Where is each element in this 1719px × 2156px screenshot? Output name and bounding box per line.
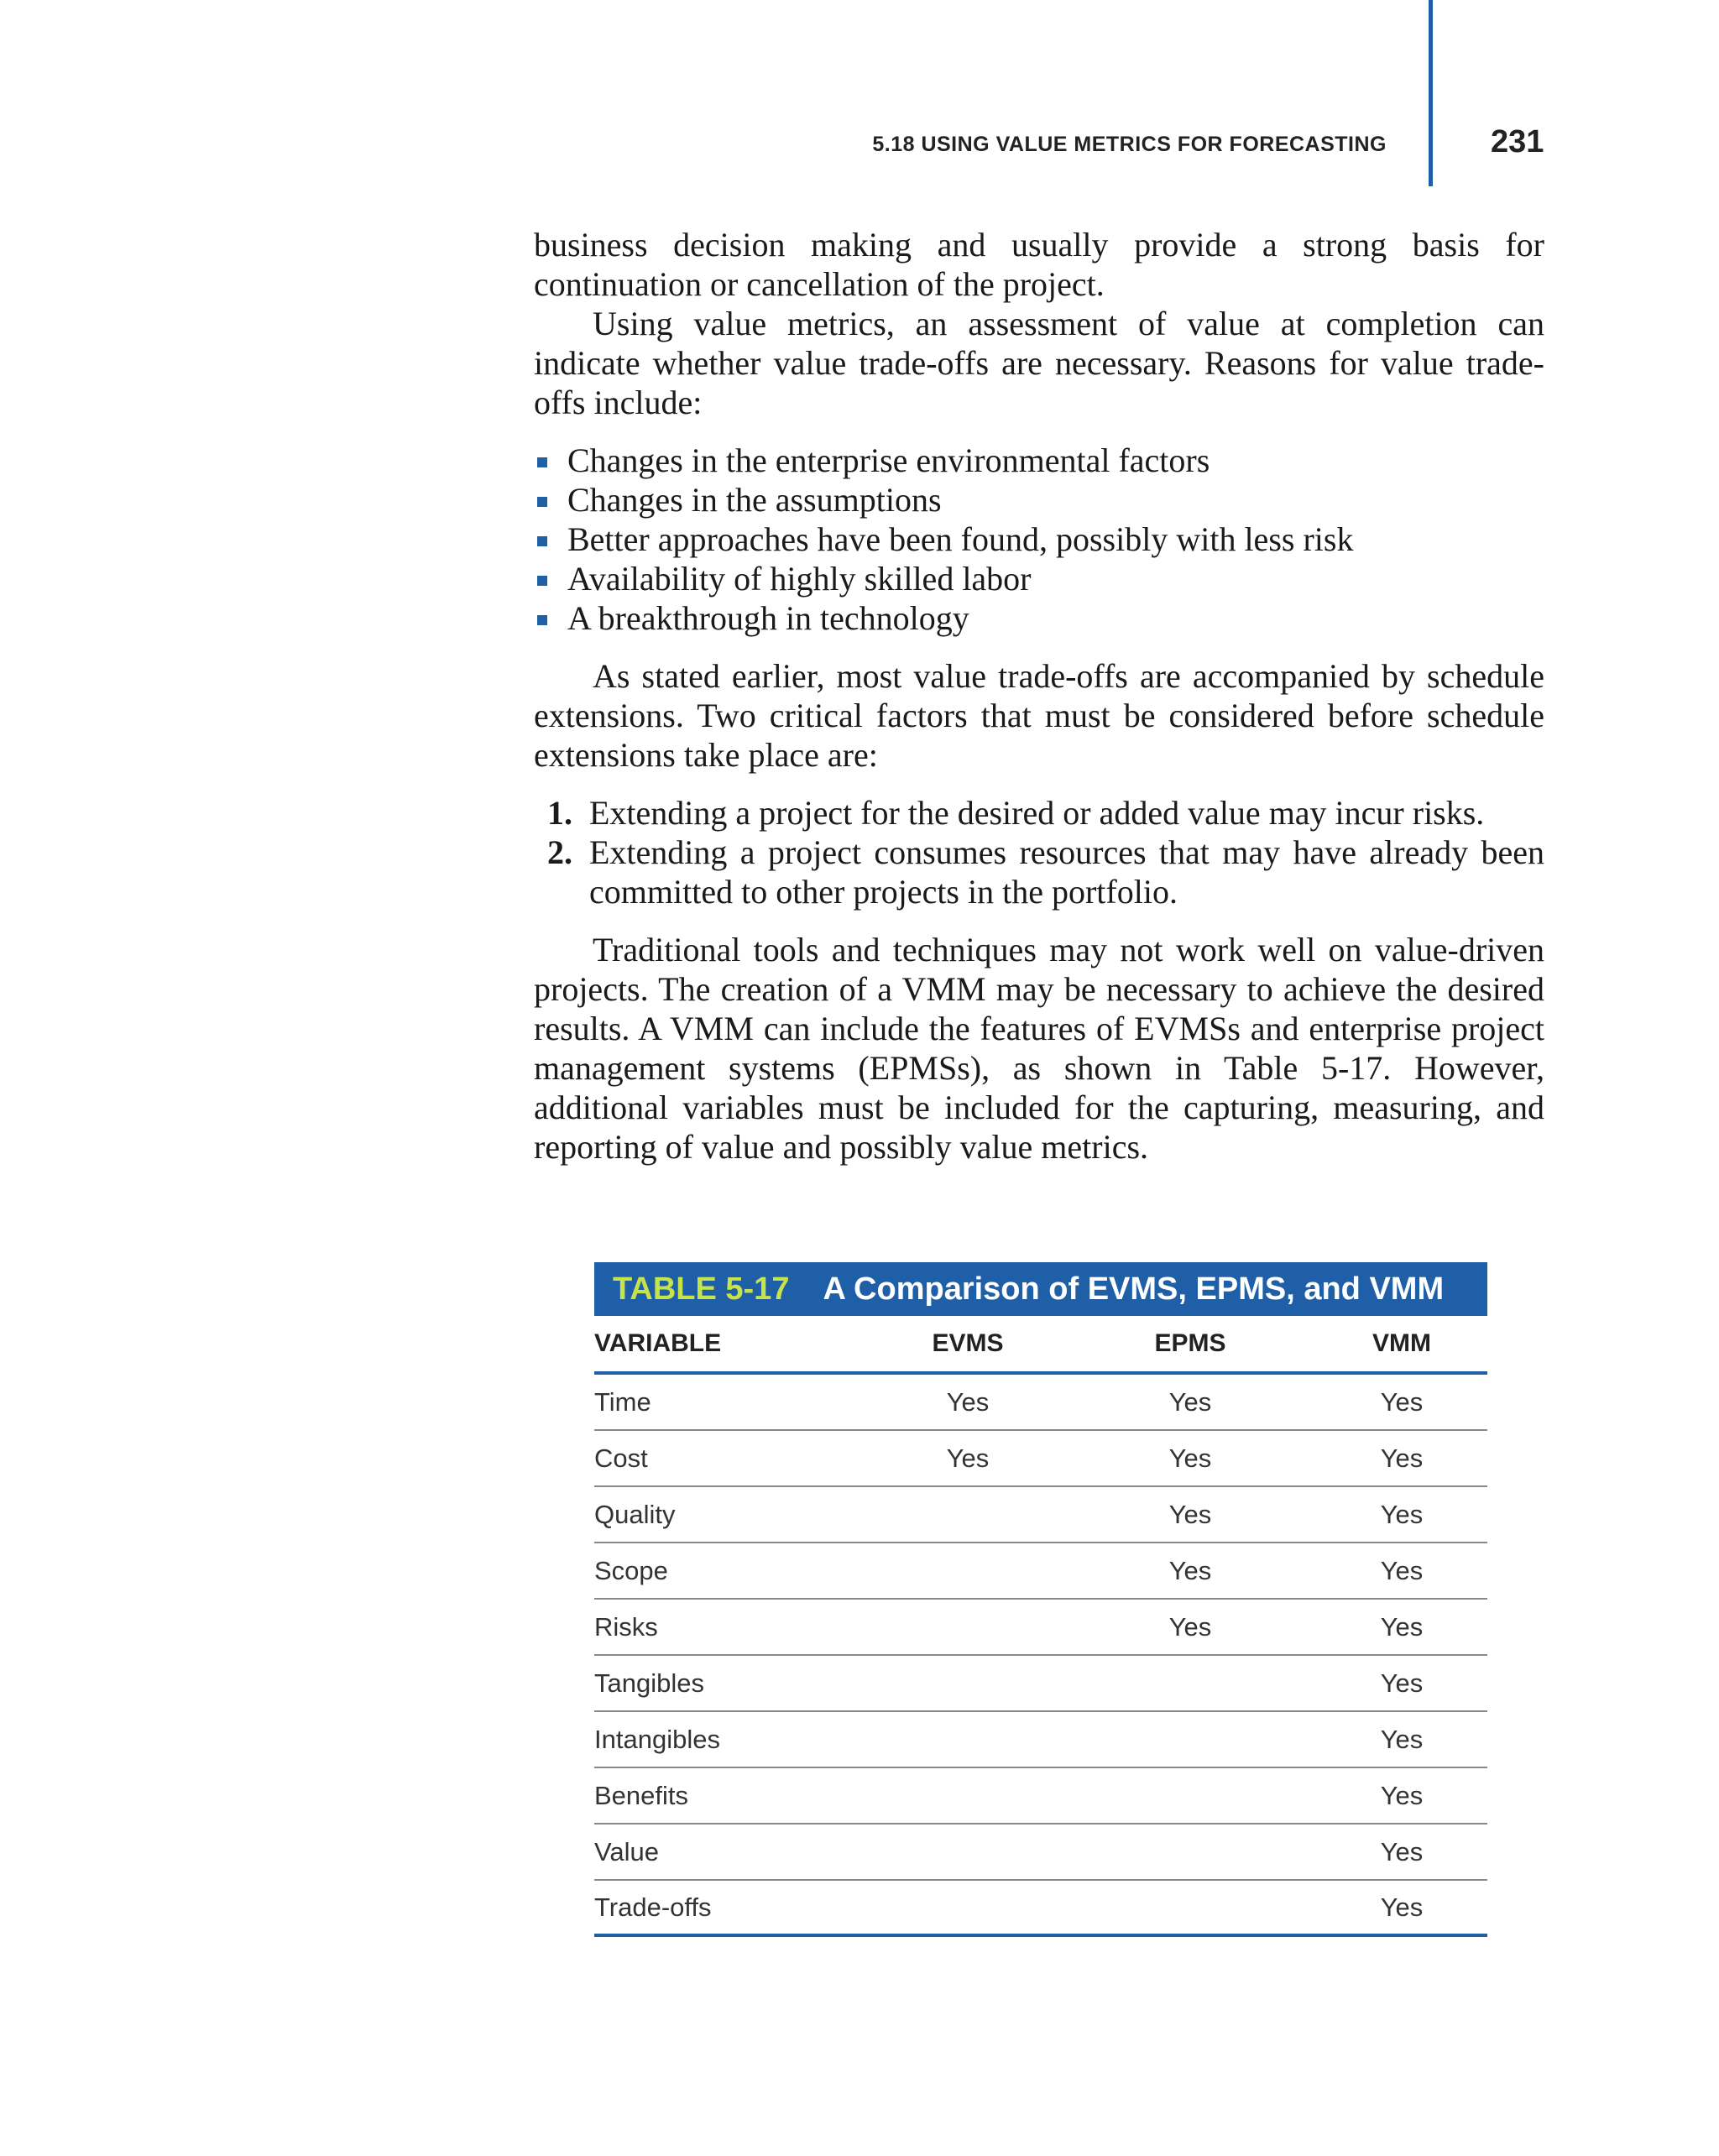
comparison-table [594,1262,1487,1937]
table-cell: Yes [946,1443,990,1473]
table-cell: Cost [594,1443,648,1473]
table-cell: Intangibles [594,1724,720,1754]
list-item: Changes in the assumptions [534,480,1544,519]
table-cell: Yes [1380,1780,1424,1810]
list-item: Better approaches have been found, possibly with less risk [534,519,1544,559]
header-epms: EPMS [1154,1329,1226,1357]
list-item: Availability of highly skilled labor [534,559,1544,598]
table-row [594,1375,1487,1431]
table-cell: Time [594,1386,651,1417]
table-cell: Yes [1168,1386,1212,1417]
paragraph-4: Traditional tools and techniques may not work well on value-driven projects. The creation of a VMM may be necessary to achieve the desired results. A VMM can include the features of EVMSs and enterprise project management systems (EPMSs), as shown in Table 5-17. However, additional variables must be included for the capturing, measuring, and reporting of value and possibly value metrics. [534,931,1544,1166]
header-evms: EVMS [932,1329,1004,1357]
table-cell: Tangibles [594,1668,704,1698]
table-row [594,1487,1487,1543]
table-number: TABLE 5-17 [613,1271,790,1307]
table-row [594,1600,1487,1656]
table-title-bar [594,1262,1487,1316]
table-cell: Yes [1380,1836,1424,1866]
table-cell: Yes [1380,1386,1424,1417]
running-head: 5.18 USING VALUE METRICS FOR FORECASTING [872,133,1387,156]
table-cell: Yes [1380,1555,1424,1585]
table-cell: Yes [1168,1611,1212,1642]
table-cell: Yes [1380,1611,1424,1642]
table-cell: Yes [1380,1443,1424,1473]
table-row [594,1881,1487,1937]
bullet-list [534,441,1544,638]
numbered-list [534,793,1544,911]
table-cell: Scope [594,1555,668,1585]
numbered-item: 1. Extending a project for the desired or added value may incur risks. [547,794,1485,832]
table-cell: Yes [1380,1892,1424,1922]
paragraph-1: business decision making and usually provide a strong basis for continuation or cancellation of the project. [534,226,1544,303]
table-cell: Value [594,1836,659,1866]
bullet-square-icon [537,497,547,507]
header-vertical-rule [1429,0,1433,186]
table-cell: Yes [1380,1499,1424,1529]
table-cell: Quality [594,1499,676,1529]
table-cell: Benefits [594,1780,689,1810]
table-cell: Yes [1168,1555,1212,1585]
table-row [594,1825,1487,1881]
table-cell: Yes [946,1386,990,1417]
page-number: 231 [1491,124,1544,159]
body-text [534,225,1544,1167]
numbered-item: 2. Extending a project consumes resources that may have already been committed to other projects in the portfolio. [547,833,1544,911]
header-vmm: VMM [1372,1329,1431,1357]
table-cell: Yes [1380,1724,1424,1754]
table-header-row [594,1316,1487,1375]
list-item: Changes in the enterprise environmental factors [534,441,1544,480]
bullet-square-icon [537,615,547,625]
table-cell: Yes [1168,1499,1212,1529]
table-cell: Yes [1168,1443,1212,1473]
table-row [594,1768,1487,1825]
table-cell: Yes [1380,1668,1424,1698]
table-row [594,1543,1487,1600]
table-title: A Comparison of EVMS, EPMS, and VMM [823,1271,1445,1307]
paragraph-3: As stated earlier, most value trade-offs are accompanied by schedule extensions. Two critical factors that must be considered before schedule extensions take place are: [534,657,1544,774]
bullet-square-icon [537,536,547,546]
table-cell: Trade-offs [594,1892,712,1922]
paragraph-2: Using value metrics, an assessment of value at completion can indicate whether value trade-offs are necessary. Reasons for value trade-offs include: [534,305,1544,421]
table-row [594,1712,1487,1768]
header-variable: VARIABLE [594,1329,722,1357]
bullet-square-icon [537,576,547,586]
table-cell: Risks [594,1611,658,1642]
table-row [594,1431,1487,1487]
bullet-square-icon [537,457,547,467]
list-item: A breakthrough in technology [534,598,1544,638]
table-row [594,1656,1487,1712]
